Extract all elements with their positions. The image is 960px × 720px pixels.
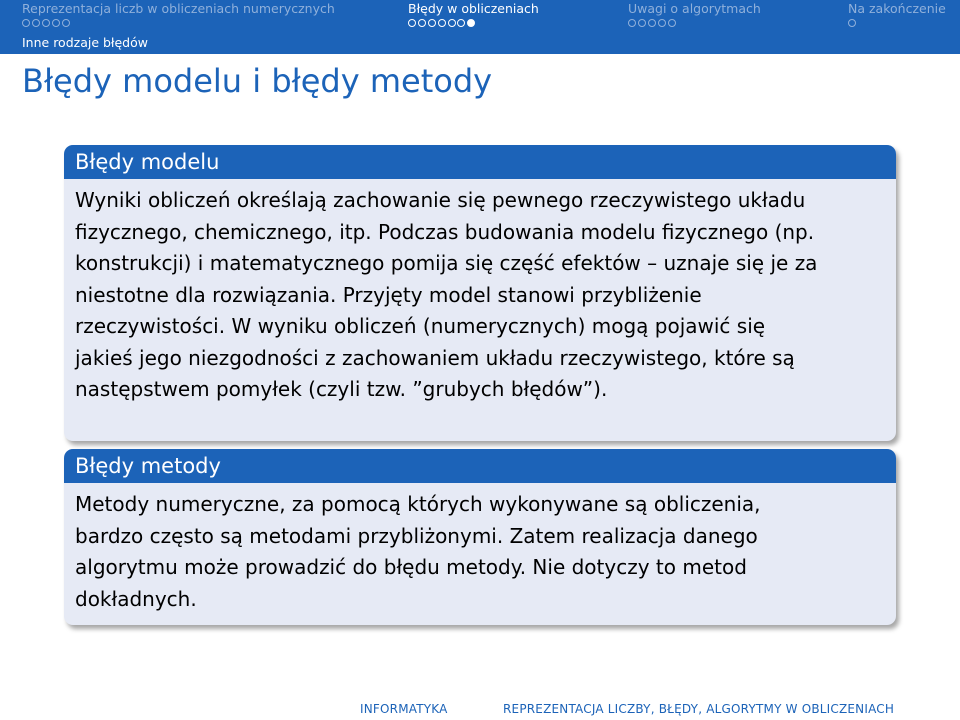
nav-slide-dot[interactable]: [658, 19, 666, 27]
nav-slide-dot[interactable]: [428, 19, 436, 27]
block-line: dokładnych.: [75, 586, 197, 611]
nav-slide-dot[interactable]: [628, 19, 636, 27]
nav-section-title[interactable]: Na zakończenie: [848, 1, 946, 16]
nav-slide-dot[interactable]: [668, 19, 676, 27]
nav-subsection-title[interactable]: Inne rodzaje błędów: [22, 35, 148, 50]
nav-slide-dot[interactable]: [467, 19, 475, 27]
nav-slide-dot[interactable]: [418, 19, 426, 27]
block-line: konstrukcji) i matematycznego pomija się część efektów – uznaje się je za: [75, 251, 818, 275]
nav-section-dots: [848, 19, 858, 31]
block-line: niestotne dla rozwiązania. Przyjęty model stanowi przybliżenie: [75, 282, 702, 307]
nav-slide-dot[interactable]: [648, 19, 656, 27]
section-navigation: [0, 0, 960, 36]
block-title: Błędy modelu: [64, 145, 896, 179]
block-line: Wyniki obliczeń określają zachowanie się pewnego rzeczywistego układu: [75, 188, 806, 212]
nav-slide-dot[interactable]: [32, 19, 40, 27]
block-body: [64, 483, 896, 615]
nav-section-dots: [628, 19, 677, 31]
nav-slide-dot[interactable]: [448, 19, 456, 27]
nav-slide-dot[interactable]: [22, 19, 30, 27]
nav-slide-dot[interactable]: [408, 19, 416, 27]
nav-slide-dot[interactable]: [52, 19, 60, 27]
nav-section-title[interactable]: Błędy w obliczeniach: [408, 1, 539, 16]
block-line: bardzo często są metodami przybliżonymi. Zatem realizacja danego: [75, 523, 758, 548]
nav-section-title[interactable]: Uwagi o algorytmach: [628, 1, 761, 16]
block-line: jakieś jego niezgodności z zachowaniem układu rzeczywistego, które są: [75, 345, 795, 370]
nav-slide-dot[interactable]: [42, 19, 50, 27]
block-bledy-metody: [64, 449, 896, 625]
nav-section-dots: [408, 19, 477, 31]
nav-slide-dot[interactable]: [457, 19, 465, 27]
footer-author: INFORMATYKA: [360, 702, 448, 716]
frame-title: Błędy modelu i błędy metody: [22, 62, 493, 100]
nav-slide-dot[interactable]: [62, 19, 70, 27]
block-line: fizycznego, chemicznego, itp. Podczas budowania modelu fizycznego (np.: [75, 219, 815, 244]
block-line: następstwem pomyłek (czyli tzw. ”grubych błędów”).: [75, 377, 608, 401]
block-line: Metody numeryczne, za pomocą których wykonywane są obliczenia,: [75, 492, 761, 516]
nav-slide-dot[interactable]: [638, 19, 646, 27]
nav-section-title[interactable]: Reprezentacja liczb w obliczeniach numerycznych: [22, 1, 335, 16]
navigation-bar: [0, 0, 960, 54]
block-line: algorytmu może prowadzić do błędu metody. Nie dotyczy to metod: [75, 555, 747, 579]
footer-title: REPREZENTACJA LICZBY, BŁĘDY, ALGORYTMY W OBLICZENIACH: [503, 702, 895, 716]
nav-section-dots: [22, 19, 71, 31]
nav-slide-dot[interactable]: [848, 19, 856, 27]
block-bledy-modelu: [64, 145, 896, 441]
block-title: Błędy metody: [64, 449, 896, 483]
block-body: [64, 179, 896, 406]
nav-slide-dot[interactable]: [438, 19, 446, 27]
block-line: rzeczywistości. W wyniku obliczeń (numerycznych) mogą pojawić się: [75, 314, 766, 338]
